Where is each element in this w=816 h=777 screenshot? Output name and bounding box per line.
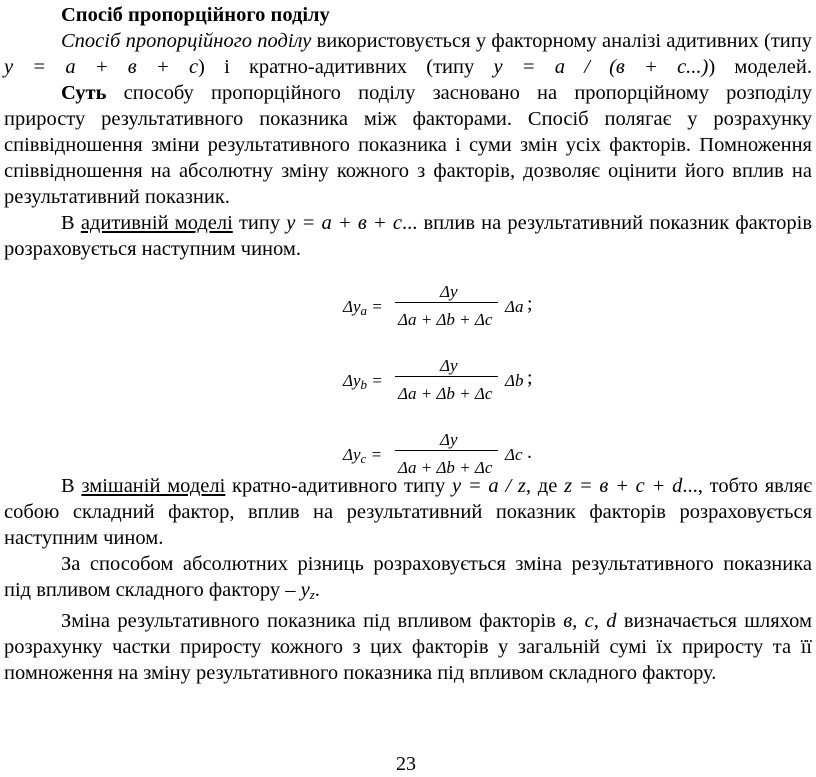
factor-variables: в, с, d: [563, 610, 617, 632]
additive-formula: у = а + в + с: [286, 212, 402, 234]
additive-model-term: адитивній моделі: [80, 212, 233, 234]
paragraph-additive-model: В адитивній моделі типу у = а + в + с... вплив на результативний показник факторів розраховується наступним чином.: [4, 212, 812, 260]
document-page-lower: [4, 473, 812, 686]
method-name: Спосіб пропорційного поділу: [61, 30, 312, 52]
paragraph-factor-change: Зміна результативного показника під впливом факторів в, с, d визначається шляхом розрахунку частки приросту кожного з цих факторів у загальній сумі їх приросту та її помноження на зміну результативного показника під впливом складного фактору.: [4, 610, 813, 684]
formula-yc: $\Delta y_c$ = Δy Δa + Δb + Δc Δc .: [343, 430, 532, 477]
formula-additive: у = а + в + с: [4, 56, 199, 78]
mixed-formula: у = а / z: [451, 475, 526, 497]
page-number: 23: [396, 753, 416, 775]
paragraph-essence: Суть способу пропорційного поділу засновано на пропорційному розподілу приросту результативного показника між факторами. Спосіб полягає у розрахунку співвідношення зміни результативного показника і суми змін усіх факторів. Помноження співвідношення на абсолютну зміну кожного з факторів, дозволяє оцінити його вплив на результативний показник.: [4, 82, 812, 208]
essence-label: Суть: [61, 82, 107, 104]
paragraph-intro: Спосіб пропорційного поділу використовується у факторному аналізі адитивних (типу у = а + в + с) і кратно-адитивних (типу у = а / (в + с...)) моделей.: [4, 30, 812, 78]
fraction-bar: [395, 450, 498, 451]
formula-multiplicative: у = а / (в + с...): [493, 56, 709, 78]
formula-yb: $\Delta y_b$ = Δy Δa + Δb + Δc Δb ;: [343, 356, 533, 403]
formula-ya: $\Delta y_a$ = Δy Δa + Δb + Δc Δa ;: [343, 282, 533, 329]
complex-factor-formula: z = в + с + d: [564, 475, 683, 497]
fraction-bar: [395, 302, 498, 303]
mixed-model-term: змішаній моделі: [81, 475, 226, 497]
fraction-bar: [395, 376, 498, 377]
document-page: [4, 2, 812, 262]
paragraph-mixed-model: В змішаній моделі кратно-адитивного типу у = а / z, де z = в + с + d..., тобто являє собою складний фактор, вплив на результативний показник факторів розраховується наступним чином.: [4, 475, 812, 549]
paragraph-absolute-differences: За способом абсолютних різниць розраховується зміна результативного показника під впливом складного фактору – $у_z$.: [4, 553, 812, 602]
section-title: Спосіб пропорційного поділу: [61, 4, 330, 26]
